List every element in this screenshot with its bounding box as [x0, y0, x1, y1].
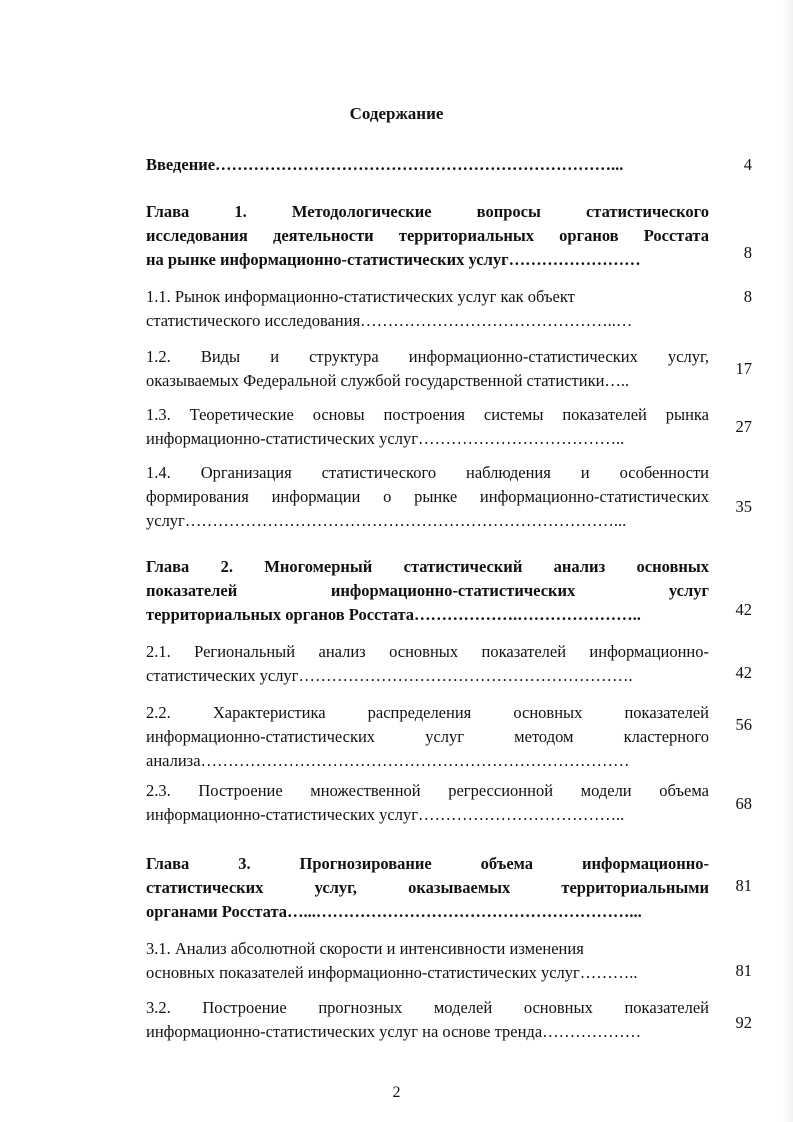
toc-entry-line: на рынке информационно-статистических услуг…………………… [146, 250, 641, 269]
toc-entry-line: статистических услуг……………………………………………………. [146, 666, 633, 685]
toc-entry-line: 1.3. Теоретические основы построения системы показателей рынка [146, 405, 709, 424]
toc-entry-line: информационно-статистических услуг……………………………….. [146, 805, 625, 824]
toc-entry-page: 42 [735, 600, 752, 619]
toc-entry-section-2-3 [146, 779, 709, 827]
toc-entry-line: территориальных органов Росстата……………….………………….. [146, 605, 641, 624]
toc-entry-chapter-1 [146, 200, 709, 272]
toc-entry-line: 1.2. Виды и структура информационно-статистических услуг, [146, 347, 709, 366]
toc-entry-page: 56 [735, 715, 752, 734]
toc-entry-section-3-2 [146, 996, 709, 1044]
toc-entry-line: 2.2. Характеристика распределения основных показателей [146, 703, 709, 722]
toc-entry-page: 81 [735, 876, 752, 895]
toc-entry-page: 4 [743, 155, 752, 174]
toc-entry-line: информационно-статистических услуг методом кластерного [146, 727, 709, 746]
toc-entry-chapter-3 [146, 852, 709, 924]
toc-entry-line: Глава 1. Методологические вопросы статистического [146, 202, 709, 221]
toc-title: Содержание [349, 104, 444, 123]
toc-entry-line: исследования деятельности территориальных органов Росстата [146, 226, 709, 245]
toc-entry-line: 3.2. Построение прогнозных моделей основных показателей [146, 998, 709, 1017]
toc-entry-line: анализа…………………………………………………………………… [146, 751, 630, 770]
toc-entry-line: 1.1. Рынок информационно-статистических услуг как объект [146, 287, 575, 306]
toc-entry-line: информационно-статистических услуг……………………………….. [146, 429, 625, 448]
toc-entry-line: информационно-статистических услуг на основе тренда……………… [146, 1022, 642, 1041]
toc-entry-page: 68 [735, 794, 752, 813]
toc-entry-page: 42 [735, 663, 752, 682]
toc-entry-line: 2.1. Региональный анализ основных показателей информационно- [146, 642, 709, 661]
toc-entry-section-1-1 [146, 285, 709, 333]
toc-entry-line: оказываемых Федеральной службой государственной статистики….. [146, 371, 630, 390]
toc-entry-page: 35 [735, 497, 752, 516]
toc-entry-page: 27 [735, 417, 752, 436]
toc-entry-section-1-4 [146, 461, 709, 533]
toc-entry-line: статистических услуг, оказываемых территориальными [146, 878, 709, 897]
toc-entry-line: показателей информационно-статистических услуг [146, 581, 709, 600]
toc-entry-line: 2.3. Построение множественной регрессионной модели объема [146, 781, 709, 800]
toc-entry-introduction [146, 153, 709, 177]
toc-entry-line: Глава 2. Многомерный статистический анализ основных [146, 557, 709, 576]
toc-entry-page: 8 [743, 287, 752, 306]
toc-entry-line: основных показателей информационно-статистических услуг……….. [146, 963, 638, 982]
scan-edge-shadow [783, 0, 793, 1122]
toc-entry-line: Глава 3. Прогнозирование объема информационно- [146, 854, 709, 873]
toc-entry-line: статистического исследования………………………………………..… [146, 311, 633, 330]
toc-entry-section-3-1 [146, 937, 709, 985]
toc-entry-line: 3.1. Анализ абсолютной скорости и интенсивности изменения [146, 939, 584, 958]
toc-entry-line: услуг……………………………………………………………………... [146, 511, 627, 530]
toc-entry-page: 8 [743, 243, 752, 262]
toc-entry-line: 1.4. Организация статистического наблюдения и особенности [146, 463, 709, 482]
page-number: 2 [392, 1084, 401, 1101]
toc-entry-section-2-1 [146, 640, 709, 688]
toc-entry-chapter-2 [146, 555, 709, 627]
toc-entry-section-1-3 [146, 403, 709, 451]
toc-entry-page: 81 [735, 961, 752, 980]
toc-entry-section-1-2 [146, 345, 709, 393]
toc-entry-line: Введение………………………………………………………………... [146, 155, 624, 174]
toc-entry-page: 92 [735, 1013, 752, 1032]
toc-entry-section-2-2 [146, 701, 709, 773]
toc-entry-line: органами Росстата…...…………………………………………………... [146, 902, 642, 921]
toc-entry-page: 17 [735, 359, 752, 378]
toc-entry-line: формирования информации о рынке информационно-статистических [146, 487, 709, 506]
